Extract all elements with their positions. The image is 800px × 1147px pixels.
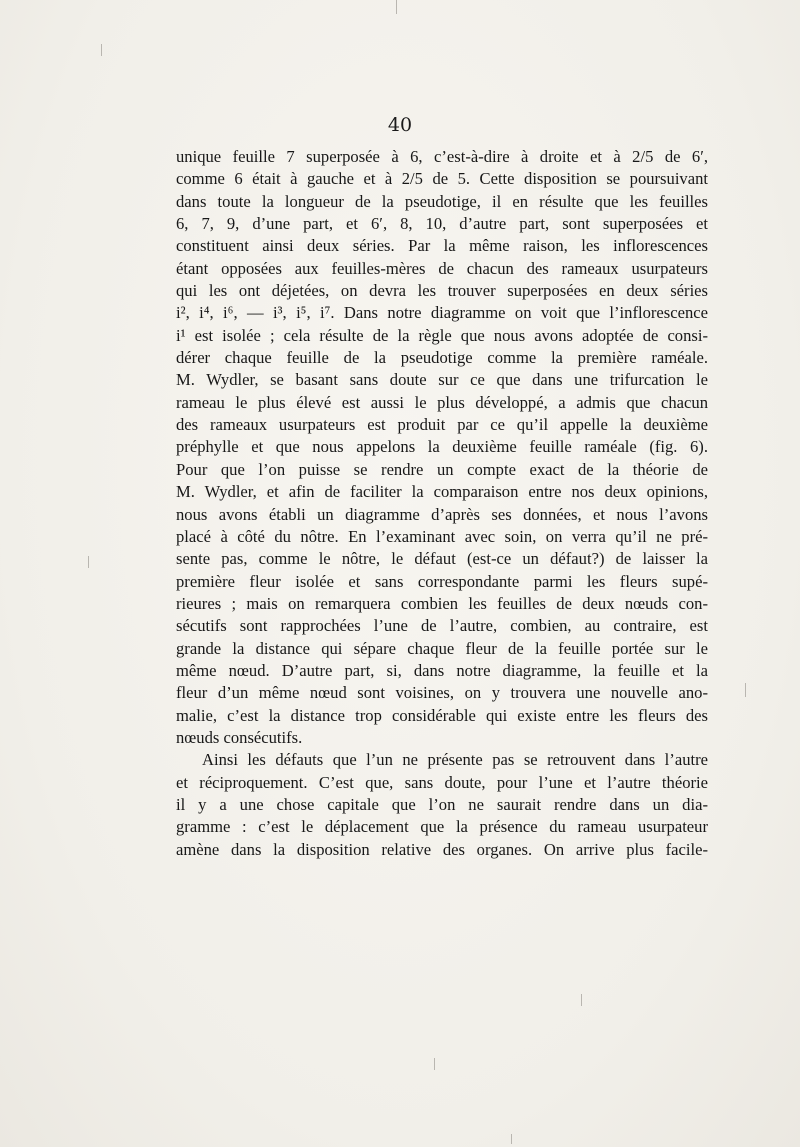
- scan-mark: [581, 994, 582, 1006]
- text-line: 6, 7, 9, d’une part, et 6′, 8, 10, d’autre part, sont superposées et: [176, 214, 708, 234]
- scan-mark: [88, 556, 89, 568]
- text-line: sente pas, comme le nôtre, le défaut (est-ce un défaut?) de laisser la: [176, 549, 708, 569]
- text-line: constituent ainsi deux séries. Par la même raison, les inflorescences: [176, 236, 708, 256]
- text-line: fleur d’un même nœud sont voisines, on y trouvera une nouvelle ano-: [176, 683, 708, 703]
- page-number: 40: [387, 114, 413, 136]
- text-line: i¹ est isolée ; cela résulte de la règle que nous avons adoptée de consi-: [176, 325, 708, 345]
- text-line: grande la distance qui sépare chaque fleur de la feuille portée sur le: [176, 638, 708, 658]
- text-line: préphylle et que nous appelons la deuxième feuille raméale (fig. 6).: [176, 437, 708, 457]
- body-text: [176, 146, 708, 861]
- text-line: des rameaux usurpateurs est produit par ce qu’il appelle la deuxième: [176, 415, 708, 435]
- text-line: amène dans la disposition relative des organes. On arrive plus facile-: [176, 839, 708, 859]
- paragraph-2: [176, 749, 708, 861]
- scan-mark: [396, 0, 397, 14]
- text-line: i², i⁴, i⁶, — i³, i⁵, i⁷. Dans notre diagramme on voit que l’inflorescence: [176, 303, 708, 323]
- text-line: comme 6 était à gauche et à 2/5 de 5. Cette disposition se poursuivant: [176, 169, 708, 189]
- text-line: dans toute la longueur de la pseudotige, il en résulte que les feuilles: [176, 191, 708, 211]
- scan-mark: [101, 44, 102, 56]
- text-line: dérer chaque feuille de la pseudotige comme la première raméale.: [176, 348, 708, 368]
- text-line: sécutifs sont rapprochées l’une de l’autre, combien, au contraire, est: [176, 616, 708, 636]
- text-line: unique feuille 7 superposée à 6, c’est-à-dire à droite et à 2/5 de 6′,: [176, 147, 708, 166]
- text-line: et réciproquement. C’est que, sans doute, pour l’une et l’autre théorie: [176, 772, 708, 792]
- text-line: qui les ont déjetées, on devra les trouver superposées en deux séries: [176, 281, 708, 301]
- text-line: rieures ; mais on remarquera combien les feuilles de deux nœuds con-: [176, 593, 708, 613]
- text-line: M. Wydler, et afin de faciliter la comparaison entre nos deux opinions,: [176, 482, 708, 502]
- text-line: M. Wydler, se basant sans doute sur ce que dans une trifurcation le: [176, 370, 708, 390]
- text-line: même nœud. D’autre part, si, dans notre diagramme, la feuille et la: [176, 660, 708, 680]
- text-line: il y a une chose capitale que l’on ne saurait rendre dans un dia-: [176, 794, 708, 814]
- text-line: gramme : c’est le déplacement que la présence du rameau usurpateur: [176, 817, 708, 837]
- text-line: Ainsi les défauts que l’un ne présente pas se retrouvent dans l’autre: [202, 750, 708, 770]
- text-line: nous avons établi un diagramme d’après ses données, et nous l’avons: [176, 504, 708, 524]
- text-line: rameau le plus élevé est aussi le plus développé, a admis que chacun: [176, 392, 708, 412]
- text-line: placé à côté du nôtre. En l’examinant avec soin, on verra qu’il ne pré-: [176, 526, 708, 546]
- scan-mark: [434, 1058, 435, 1070]
- scan-mark: [745, 683, 746, 697]
- text-line: étant opposées aux feuilles-mères de chacun des rameaux usurpateurs: [176, 258, 708, 278]
- text-line: première fleur isolée et sans correspondante parmi les fleurs supé-: [176, 571, 708, 591]
- text-line: nœuds consécutifs.: [176, 727, 303, 747]
- paragraph-1: [176, 146, 708, 749]
- text-line: Pour que l’on puisse se rendre un compte exact de la théorie de: [176, 459, 708, 479]
- text-line: malie, c’est la distance trop considérable qui existe entre les fleurs des: [176, 705, 708, 725]
- scan-mark: [511, 1134, 512, 1144]
